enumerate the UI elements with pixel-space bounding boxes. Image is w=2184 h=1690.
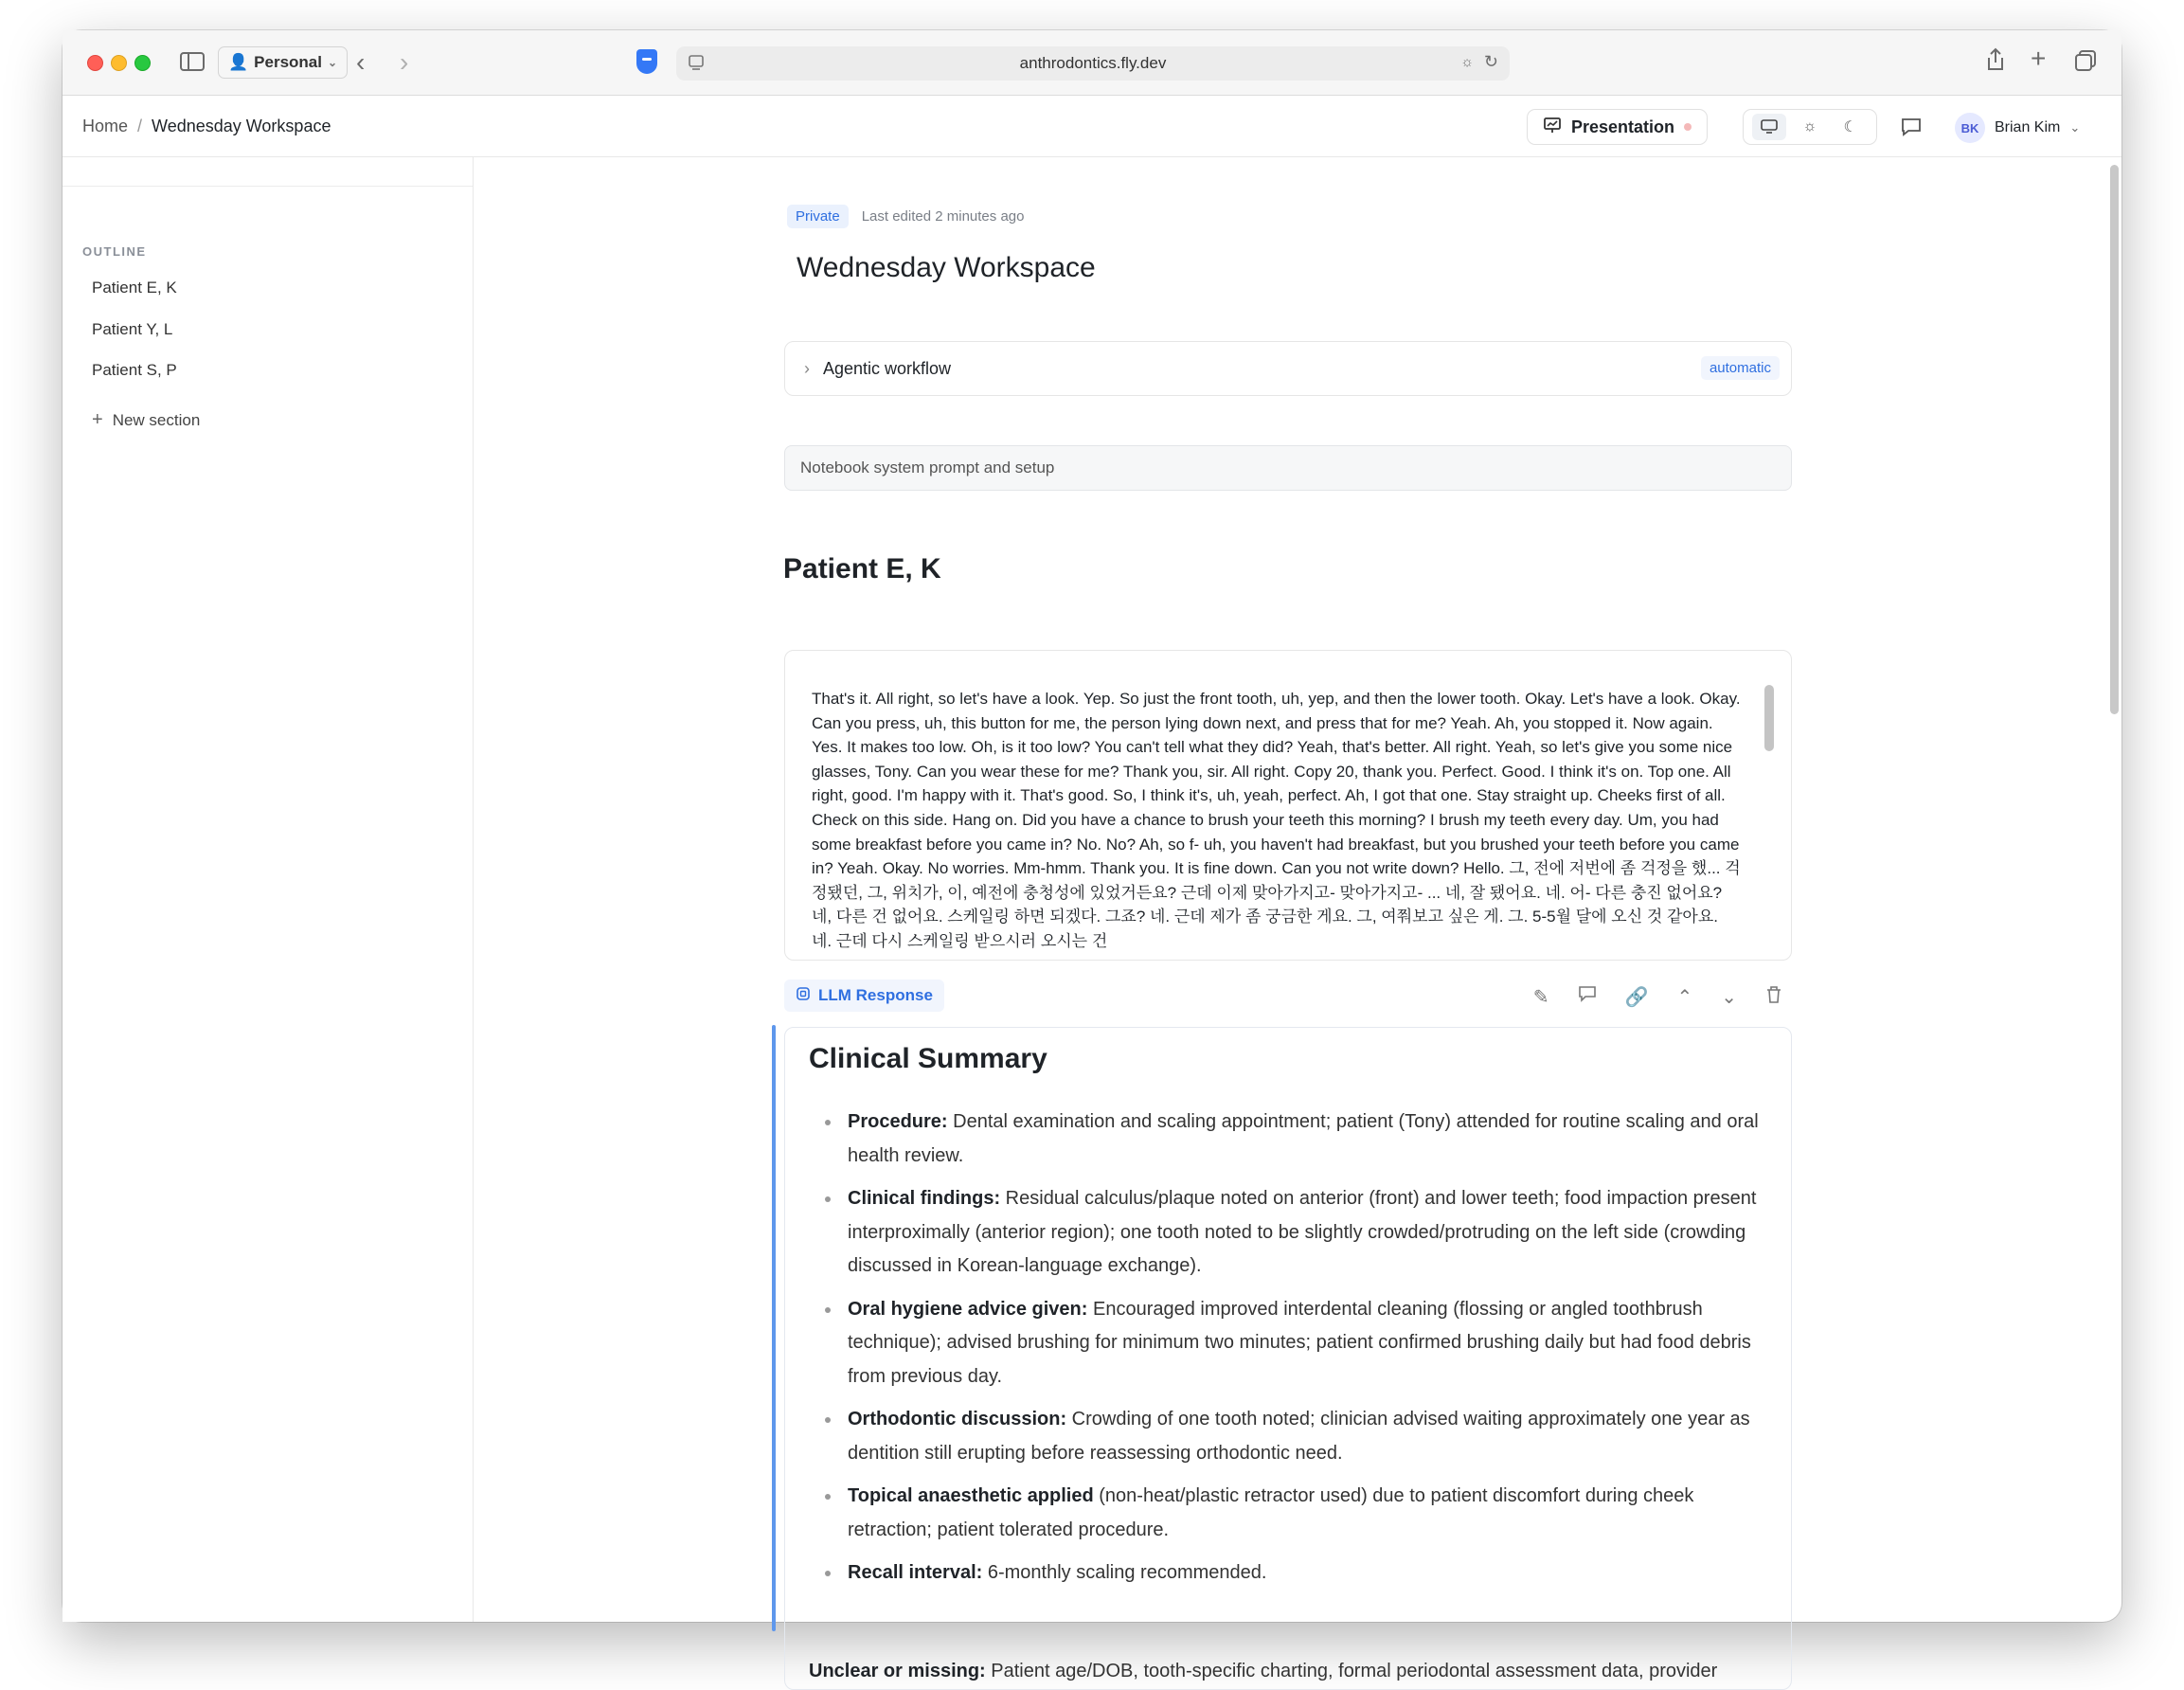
page-icon	[688, 54, 705, 75]
outline-item-patient-y-l[interactable]: Patient Y, L	[92, 320, 173, 338]
summary-item	[819, 1480, 1766, 1547]
minimize-window-button[interactable]	[111, 55, 127, 71]
plus-icon: +	[92, 409, 103, 430]
llm-response-badge	[784, 980, 944, 1012]
zoom-window-button[interactable]	[134, 55, 151, 71]
chevron-down-icon[interactable]: ⌄	[1721, 987, 1737, 1008]
unclear-missing-note	[809, 1657, 1775, 1685]
response-accent-bar	[772, 1025, 776, 1631]
forward-arrow-icon[interactable]: ›	[400, 47, 409, 77]
chevron-right-icon[interactable]: ›	[804, 358, 810, 378]
presentation-status-dot	[1684, 123, 1692, 131]
chevron-down-icon: ⌄	[327, 56, 338, 69]
summary-term: Oral hygiene advice given:	[848, 1298, 1088, 1320]
browser-window	[63, 30, 2121, 1681]
visibility-badge[interactable]: Private	[787, 205, 849, 228]
breadcrumb-current: Wednesday Workspace	[152, 117, 331, 135]
pencil-icon[interactable]: ✎	[1532, 987, 1549, 1008]
light-theme-icon[interactable]: ☼	[1802, 118, 1817, 135]
transcript-scrollbar[interactable]	[1764, 685, 1774, 751]
llm-response-label: LLM Response	[818, 986, 933, 1004]
summary-list	[819, 1106, 1766, 1600]
url-text: anthrodontics.fly.dev	[1019, 54, 1167, 72]
doc-meta	[787, 205, 1024, 228]
outline-heading: OUTLINE	[82, 244, 147, 259]
new-section-label: New section	[112, 410, 201, 429]
address-bar[interactable]	[676, 46, 1510, 81]
document-area	[474, 157, 2121, 1681]
block-actions	[1533, 985, 1782, 1010]
summary-item	[819, 1293, 1766, 1394]
browser-toolbar	[63, 30, 2121, 96]
unclear-text: Patient age/DOB, tooth-specific charting, formal periodontal assessment data, provider	[985, 1661, 1718, 1681]
sidebar-toggle-icon[interactable]	[180, 51, 205, 76]
outline-item-patient-e-k[interactable]: Patient E, K	[92, 279, 177, 297]
chevron-up-icon[interactable]: ⌃	[1676, 987, 1693, 1008]
summary-item	[819, 1556, 1766, 1591]
theme-switcher	[1743, 109, 1877, 145]
tab-overview-icon[interactable]	[2074, 49, 2097, 76]
summary-item	[819, 1106, 1766, 1173]
avatar: BK	[1955, 113, 1985, 143]
agentic-workflow-panel[interactable]	[784, 341, 1792, 396]
new-section-button[interactable]	[92, 409, 200, 431]
summary-term: Recall interval:	[848, 1562, 983, 1583]
system-prompt-card[interactable]	[784, 445, 1792, 491]
workflow-mode-badge: automatic	[1701, 356, 1780, 380]
profile-label: Personal	[254, 53, 322, 71]
chip-icon	[796, 986, 811, 1006]
profile-selector[interactable]	[218, 46, 348, 79]
outline-sidebar	[63, 157, 474, 1622]
summary-item	[819, 1403, 1766, 1470]
new-tab-icon[interactable]: +	[2031, 44, 2047, 73]
summary-text: (non-heat/plastic retractor used) due to patient discomfort during cheek retraction; patient tolerated procedure.	[848, 1485, 1694, 1540]
last-edited: Last edited 2 minutes ago	[861, 208, 1025, 225]
presentation-icon	[1543, 116, 1562, 139]
translate-icon[interactable]: ☼	[1460, 54, 1474, 70]
breadcrumb-separator: /	[137, 117, 143, 135]
unclear-term: Unclear or missing:	[809, 1661, 986, 1681]
summary-term: Topical anaesthetic applied	[848, 1485, 1094, 1506]
privacy-shield-icon[interactable]	[636, 49, 657, 74]
user-menu[interactable]	[1955, 113, 2080, 143]
llm-response-card[interactable]	[784, 1027, 1792, 1690]
chevron-down-icon: ⌄	[2069, 120, 2081, 135]
summary-item	[819, 1182, 1766, 1284]
presentation-button[interactable]	[1527, 109, 1708, 145]
transcript-block[interactable]	[784, 650, 1792, 961]
comments-icon[interactable]	[1900, 117, 1923, 143]
page-scrollbar-thumb[interactable]	[2110, 165, 2119, 714]
summary-text: Encouraged improved interdental cleaning (flossing or angled toothbrush technique); advised brushing for minimum two minutes; patient confirmed brushing daily but had food debris from previous day.	[848, 1298, 1751, 1387]
person-icon: 👤	[228, 53, 249, 71]
system-theme-icon[interactable]	[1752, 114, 1786, 140]
user-name: Brian Kim	[1995, 119, 2061, 135]
breadcrumb	[82, 117, 331, 136]
summary-text: 6-monthly scaling recommended.	[982, 1562, 1267, 1583]
section-heading[interactable]: Patient E, K	[783, 553, 941, 584]
dark-theme-icon[interactable]: ☾	[1843, 119, 1857, 135]
trash-icon[interactable]	[1765, 985, 1782, 1010]
page-scrollbar[interactable]	[2106, 157, 2121, 1622]
workflow-label: Agentic workflow	[823, 358, 952, 378]
share-icon[interactable]	[1985, 47, 2006, 76]
summary-text: Dental examination and scaling appointment; patient (Tony) attended for routine scaling and oral health review.	[848, 1111, 1759, 1166]
summary-term: Clinical findings:	[848, 1188, 1001, 1209]
app-header	[63, 96, 2121, 157]
breadcrumb-home-link[interactable]: Home	[82, 117, 129, 135]
summary-text: Crowding of one tooth noted; clinician advised waiting approximately one year as dentition still erupting before reassessing orthodontic need.	[848, 1409, 1750, 1464]
outline-item-patient-s-p[interactable]: Patient S, P	[92, 361, 177, 379]
sidebar-divider	[63, 186, 473, 187]
close-window-button[interactable]	[87, 55, 103, 71]
comment-icon[interactable]	[1578, 985, 1597, 1010]
summary-term: Orthodontic discussion:	[848, 1409, 1067, 1429]
summary-title: Clinical Summary	[809, 1043, 1047, 1074]
page-title[interactable]: Wednesday Workspace	[797, 252, 1096, 283]
summary-text: Residual calculus/plaque noted on anterior (front) and lower teeth; food impaction present interproximally (anterior region); one tooth noted to be slightly crowded/protruding on the left side (crowding discussed in Korean-language exchange).	[848, 1188, 1757, 1276]
system-prompt-label: Notebook system prompt and setup	[800, 458, 1055, 476]
reload-icon[interactable]: ↻	[1483, 52, 1498, 71]
transcript-text[interactable]: That's it. All right, so let's have a look. Yep. So just the front tooth, uh, yep, and then the lower tooth. Okay. Let's have a look. Okay. Can you press, uh, this button for me, the person lying down next, and press that for me? Yeah. Ah, you stopped it. Now again. Yes. It makes too low. Oh, is it too low? You can't tell what they did? Yeah, that's better. All right. Yeah, so let's give you some nice glasses, Tony. Can you wear these for me? Thank you, sir. All right. Copy 20, thank you. Perfect. Good. I think it's on. Top one. All right, good. I'm happy with it. That's good. So, I think it's, uh, yeah, perfect. Ah, I got that one. Stay straight up. Cheeks first of all. Check on this side. Hang on. Did you have a chance to brush your teeth this morning? I brush my teeth every day. Um, you had some breakfast before you came in? No. No? Ah, so f- uh, you haven't had breakfast, but you brushed your teeth before you came in? Yeah. Okay. No worries. Mm-hmm. Thank you. It is fine down. Can you not write down? Hello. 그, 전에 저번에 좀 걱정을 했... 걱정됐던, 그, 위치가, 이, 예전에 충청성에 있었거든요? 근데 이제 맞아가지고- 맞아가지고- ... 네, 잘 됐어요. 네. 어- 다른 충진 없어요? 네, 다른 건 없어요. 스케일링 하면 되겠다. 그죠? 네. 근데 제가 좀 궁금한 게요. 그, 여쭤보고 싶은 게. 그. 5-5월 달에 오신 것 같아요. 네. 근데 다시 스케일링 받으시러 오시는 건	[812, 690, 1741, 950]
back-arrow-icon[interactable]: ‹	[356, 47, 366, 77]
summary-term: Procedure:	[848, 1111, 948, 1132]
llm-response-toolbar	[784, 980, 1792, 1012]
link-icon[interactable]: 🔗	[1624, 987, 1649, 1008]
presentation-label: Presentation	[1571, 117, 1675, 136]
